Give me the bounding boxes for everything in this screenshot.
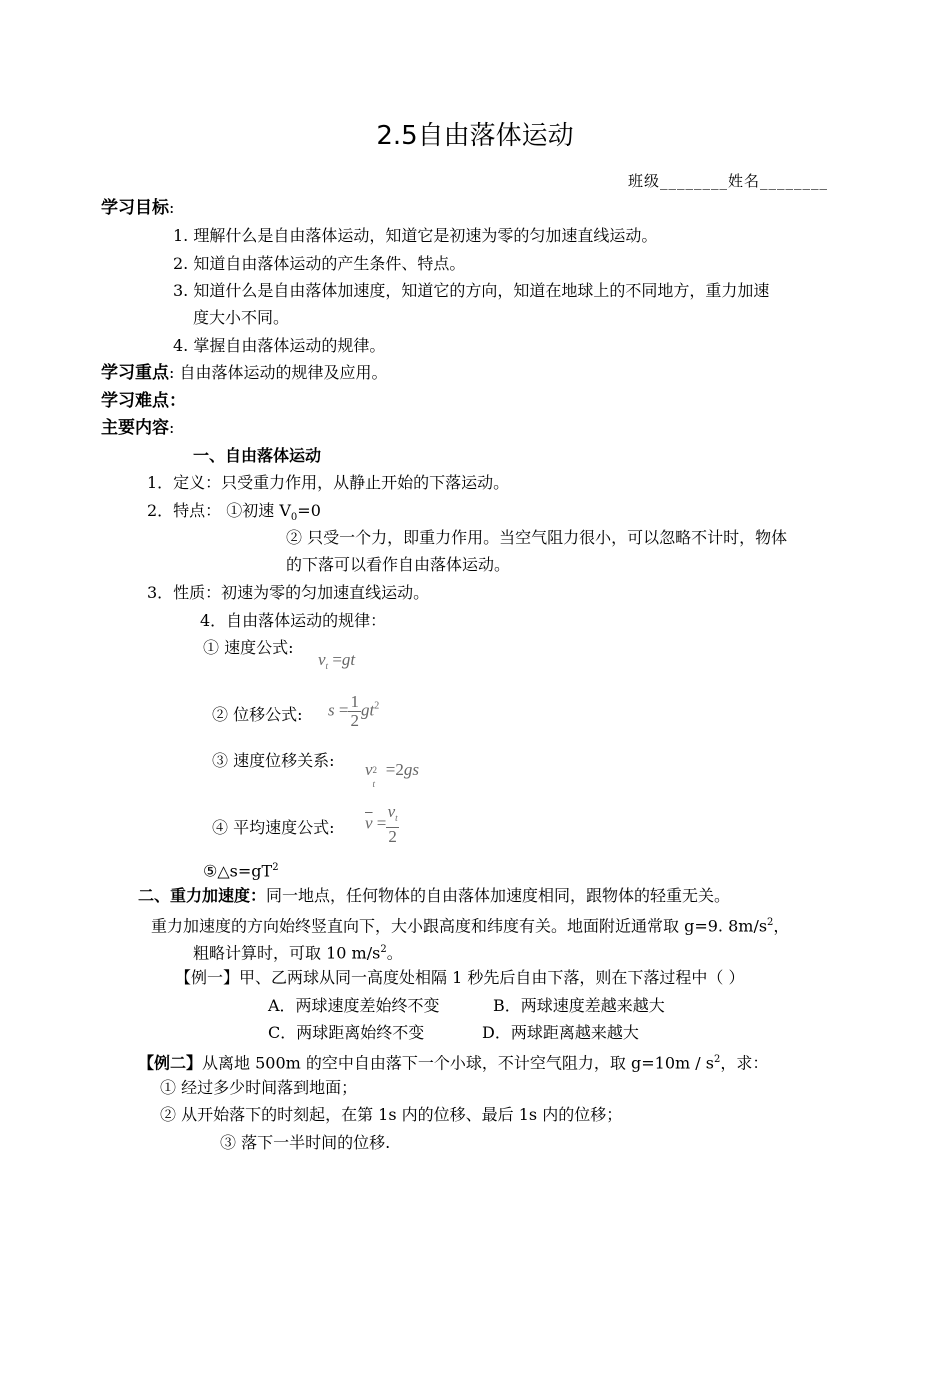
example1-option-d: D．两球距离越来越大 bbox=[482, 1023, 639, 1042]
example1-option-c: C．两球距离始终不变 bbox=[268, 1023, 425, 1042]
section2-text2-line bbox=[151, 913, 789, 936]
example2-question-sup: 2 bbox=[713, 1054, 721, 1065]
section2-text1: 同一地点，任何物体的自由落体加速度相同，跟物体的轻重无关。 bbox=[266, 886, 731, 905]
section2-text2: 重力加速度的方向始终竖直向下，大小跟高度和纬度有关。地面附近通常取 g=9. 8m/s bbox=[151, 916, 768, 936]
objectives-title: 学习目标 bbox=[101, 198, 169, 218]
difficulty-heading: 学习难点： bbox=[101, 391, 186, 411]
feature-1 bbox=[147, 501, 321, 528]
formula-3-label: ③ 速度位移关系: bbox=[212, 751, 335, 770]
key-point-line bbox=[101, 363, 387, 383]
section2-text3-sup: 2 bbox=[380, 944, 387, 955]
formula-1-label: ① 速度公式: bbox=[203, 638, 294, 657]
example2-q1: ① 经过多少时间落到地面； bbox=[160, 1078, 358, 1097]
content-heading: 主要内容 bbox=[101, 418, 169, 438]
velocity-displacement-formula: v 2 t =2gs bbox=[365, 760, 420, 789]
nature: 3．性质：初速为零的匀加速直线运动。 bbox=[147, 583, 430, 602]
example1-label: 【例一】 bbox=[175, 968, 240, 987]
section2-line bbox=[138, 886, 730, 906]
feature-2b: 的下落可以看作自由落体运动。 bbox=[286, 555, 511, 574]
example2-question-line bbox=[138, 1050, 768, 1073]
formula-5-text: ⑤△s=gT bbox=[203, 861, 273, 881]
example1-option-b: B．两球速度差越来越大 bbox=[493, 996, 665, 1015]
feature-1-tail: =0 bbox=[297, 501, 321, 520]
section2-heading: 二、重力加速度： bbox=[138, 886, 267, 905]
section2-text2-tail: ， bbox=[773, 916, 790, 936]
average-velocity-formula: $\overline{v}$ = $\frac{v_t}{2}$ bbox=[365, 802, 398, 846]
example1-question-line bbox=[175, 968, 744, 988]
key-point-text: : 自由落体运动的规律及应用。 bbox=[169, 363, 388, 382]
section1-heading: 一、自由落体运动 bbox=[193, 446, 322, 465]
objective-item-3-cont: 度大小不同。 bbox=[193, 308, 290, 327]
example2-question-tail: ，求： bbox=[720, 1053, 769, 1073]
formula-2-label: ② 位移公式: bbox=[212, 705, 303, 724]
formula-5 bbox=[203, 858, 279, 881]
key-point-heading: 学习重点 bbox=[101, 363, 169, 383]
example1-option-a: A．两球速度差始终不变 bbox=[268, 996, 440, 1015]
formula-5-sup: 2 bbox=[272, 862, 279, 873]
feature-2a: ② 只受一个力，即重力作用。当空气阻力很小，可以忽略不计时，物体 bbox=[286, 528, 788, 547]
objectives-colon: : bbox=[169, 198, 175, 217]
content-colon: : bbox=[169, 418, 175, 437]
law-heading: 4．自由落体运动的规律： bbox=[200, 611, 387, 630]
example2-q2: ② 从开始落下的时刻起，在第 1s 内的位移、最后 1s 内的位移； bbox=[160, 1105, 623, 1124]
objective-item-2: 2. 知道自由落体运动的产生条件、特点。 bbox=[173, 254, 466, 273]
class-name-line: 班级________姓名________ bbox=[628, 172, 829, 190]
displacement-formula: s = $\frac{1}{2}$ $gt^2$ bbox=[328, 692, 380, 730]
formula-4-label: ④ 平均速度公式: bbox=[212, 818, 335, 837]
example2-question: 从离地 500m 的空中自由落下一个小球，不计空气阻力，取 g=10m / s bbox=[202, 1053, 714, 1073]
section2-text3-line bbox=[193, 940, 403, 963]
example2-label: 【例二】 bbox=[138, 1053, 203, 1073]
section2-text3-tail: 。 bbox=[386, 943, 403, 963]
objective-item-1: 1. 理解什么是自由落体运动，知道它是初速为零的匀加速直线运动。 bbox=[173, 226, 658, 245]
velocity-formula: $v_t =gt$ bbox=[318, 650, 356, 671]
content-line bbox=[101, 418, 174, 438]
objectives-heading bbox=[101, 198, 174, 218]
feature-1-text: 2．特点： ①初速 V bbox=[147, 501, 291, 520]
example1-question: 甲、乙两球从同一高度处相隔 1 秒先后自由下落，则在下落过程中（ ） bbox=[239, 968, 745, 987]
objective-item-3: 3. 知道什么是自由落体加速度，知道它的方向，知道在地球上的不同地方，重力加速 bbox=[173, 281, 770, 300]
section2-text3: 粗略计算时，可取 10 m/s bbox=[193, 943, 381, 963]
feature-1-sub: 0 bbox=[290, 512, 298, 524]
definition: 1．定义：只受重力作用，从静止开始的下落运动。 bbox=[147, 473, 510, 492]
page-title: 2.5自由落体运动 bbox=[376, 121, 574, 151]
example2-q3: ③ 落下一半时间的位移. bbox=[220, 1133, 391, 1152]
objective-item-4: 4. 掌握自由落体运动的规律。 bbox=[173, 336, 386, 355]
section2-text2-sup: 2 bbox=[767, 917, 774, 928]
